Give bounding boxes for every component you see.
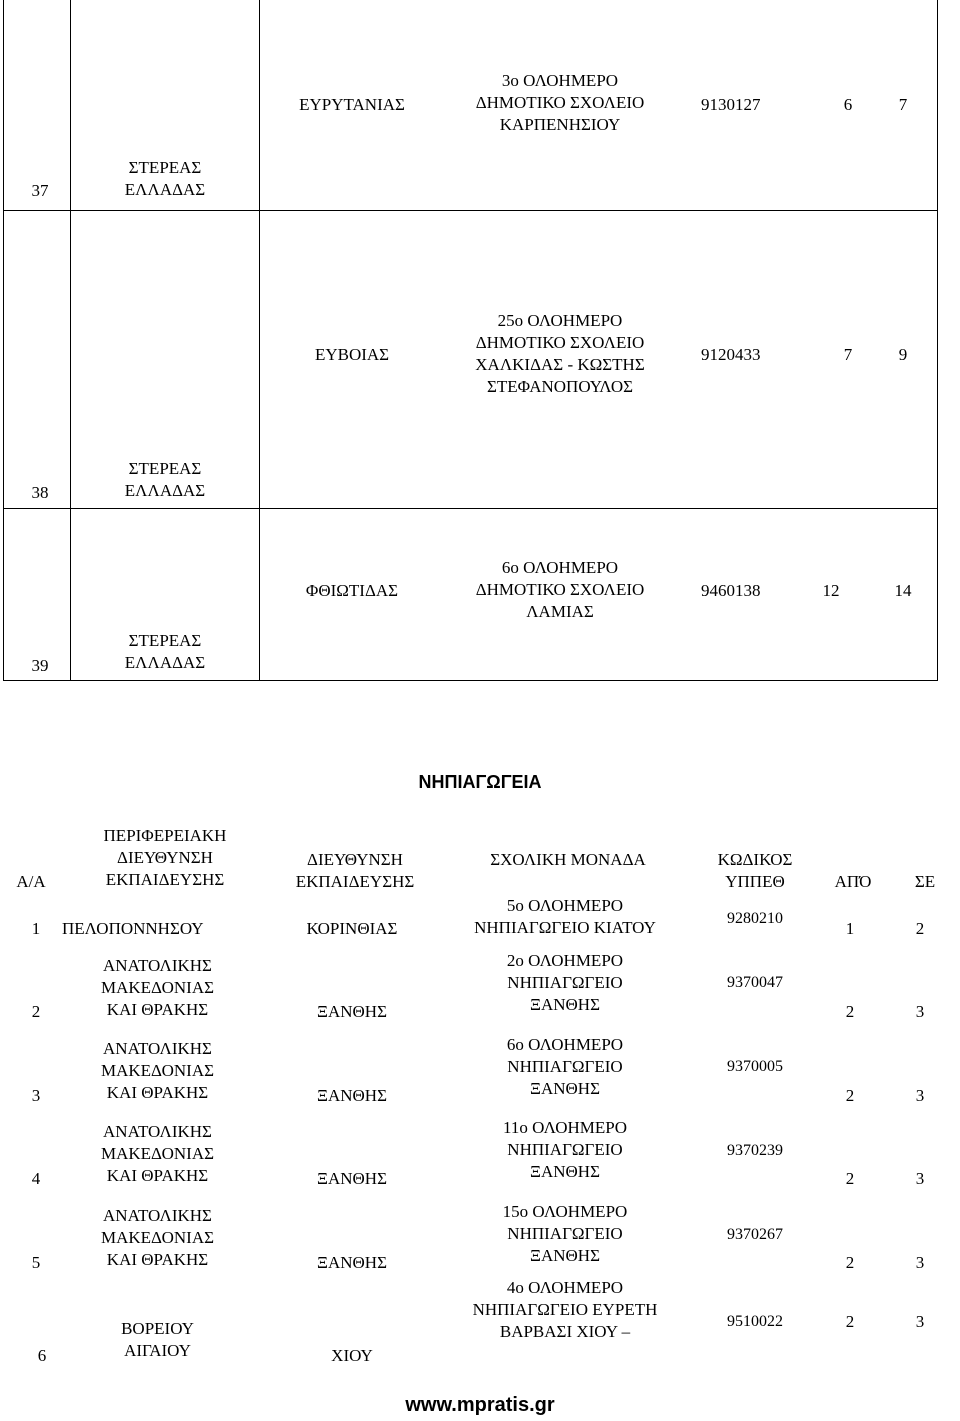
school-line: ΞΑΝΘΗΣ bbox=[530, 1246, 600, 1265]
se-cell: 3 bbox=[915, 1169, 925, 1188]
dieuthinsi-cell: ΕΥΒΟΙΑΣ bbox=[314, 345, 390, 364]
periferia-cell bbox=[72, 630, 258, 674]
table-divider bbox=[70, 0, 71, 681]
header-dieuthinsi bbox=[265, 849, 445, 893]
dieuthinsi-cell: ΚΟΡΙΝΘΙΑΣ bbox=[306, 919, 398, 938]
header-apo: ΑΠΌ bbox=[834, 872, 872, 891]
row-number: 2 bbox=[31, 1002, 41, 1021]
school-cell bbox=[440, 950, 690, 1016]
apo-cell: 2 bbox=[845, 1312, 855, 1331]
apo-cell: 7 bbox=[843, 345, 853, 364]
periferia-line: ΑΙΓΑΙΟΥ bbox=[124, 1341, 191, 1360]
table-border-right bbox=[937, 0, 938, 681]
row-number: 38 bbox=[31, 483, 49, 502]
se-cell: 3 bbox=[915, 1002, 925, 1021]
school-line: ΞΑΝΘΗΣ bbox=[530, 1079, 600, 1098]
periferia-cell bbox=[70, 1038, 245, 1104]
periferia-line: ΕΛΛΑΔΑΣ bbox=[124, 180, 206, 199]
periferia-line: ΚΑΙ ΘΡΑΚΗΣ bbox=[106, 1166, 209, 1185]
apo-cell: 12 bbox=[822, 581, 840, 600]
school-line: 15ο ΟΛΟΗΜΕΡΟ bbox=[502, 1202, 628, 1221]
header-se: ΣΕ bbox=[914, 872, 936, 891]
school-line: 25ο ΟΛΟΗΜΕΡΟ bbox=[497, 311, 623, 330]
school-line: ΝΗΠΙΑΓΩΓΕΙΟ bbox=[507, 973, 623, 992]
school-line: ΝΗΠΙΑΓΩΓΕΙΟ ΚΙΑΤΟΥ bbox=[474, 918, 656, 937]
periferia-cell bbox=[72, 157, 258, 201]
school-line: 5ο ΟΛΟΗΜΕΡΟ bbox=[506, 896, 624, 915]
periferia-line: ΚΑΙ ΘΡΑΚΗΣ bbox=[106, 1000, 209, 1019]
school-line: ΝΗΠΙΑΓΩΓΕΙΟ bbox=[507, 1057, 623, 1076]
periferia-line: ΕΛΛΑΔΑΣ bbox=[124, 653, 206, 672]
apo-cell: 2 bbox=[845, 1002, 855, 1021]
code-cell: 9120433 bbox=[701, 345, 761, 364]
periferia-line: ΜΑΚΕΔΟΝΙΑΣ bbox=[100, 1144, 215, 1163]
row-number: 3 bbox=[31, 1086, 41, 1105]
school-line: 11ο ΟΛΟΗΜΕΡΟ bbox=[503, 1118, 627, 1137]
school-line: 2ο ΟΛΟΗΜΕΡΟ bbox=[506, 951, 624, 970]
code-cell: 9370005 bbox=[727, 1058, 783, 1075]
school-line: ΚΑΡΠΕΝΗΣΙΟΥ bbox=[499, 115, 621, 134]
school-line: ΧΑΛΚΙΔΑΣ - ΚΩΣΤΗΣ bbox=[475, 355, 645, 374]
header-line: ΥΠΠΕΘ bbox=[725, 872, 785, 891]
school-line: 4ο ΟΛΟΗΜΕΡΟ bbox=[506, 1278, 624, 1297]
header-periferia bbox=[70, 825, 260, 891]
row-number: 6 bbox=[37, 1346, 47, 1365]
table-border-left bbox=[3, 0, 4, 681]
section-title: ΝΗΠΙΑΓΩΓΕΙΑ bbox=[418, 772, 542, 792]
school-line: ΔΗΜΟΤΙΚΟ ΣΧΟΛΕΙΟ bbox=[475, 333, 645, 352]
school-cell bbox=[440, 1117, 690, 1183]
row-number: 4 bbox=[31, 1169, 41, 1188]
header-school: ΣΧΟΛΙΚΗ ΜΟΝΑΔΑ bbox=[490, 850, 646, 869]
school-line: ΞΑΝΘΗΣ bbox=[530, 995, 600, 1014]
se-cell: 3 bbox=[915, 1312, 925, 1331]
school-line: ΔΗΜΟΤΙΚΟ ΣΧΟΛΕΙΟ bbox=[475, 580, 645, 599]
periferia-cell bbox=[72, 458, 258, 502]
se-cell: 2 bbox=[915, 919, 925, 938]
se-cell: 7 bbox=[898, 95, 908, 114]
school-line: ΞΑΝΘΗΣ bbox=[530, 1162, 600, 1181]
school-cell bbox=[440, 557, 680, 623]
periferia-cell bbox=[70, 955, 245, 1021]
periferia-cell bbox=[70, 1205, 245, 1271]
school-cell bbox=[440, 1277, 690, 1343]
dieuthinsi-cell: ΞΑΝΘΗΣ bbox=[317, 1002, 387, 1021]
periferia-line: ΣΤΕΡΕΑΣ bbox=[128, 459, 202, 478]
apo-cell: 2 bbox=[845, 1086, 855, 1105]
apo-cell: 2 bbox=[845, 1169, 855, 1188]
table-divider bbox=[259, 0, 260, 681]
school-line: ΝΗΠΙΑΓΩΓΕΙΟ ΕΥΡΕΤΗ bbox=[472, 1300, 658, 1319]
periferia-line: ΑΝΑΤΟΛΙΚΗΣ bbox=[103, 1206, 212, 1225]
row-separator bbox=[3, 680, 938, 681]
periferia-line: ΕΛΛΑΔΑΣ bbox=[124, 481, 206, 500]
school-cell bbox=[440, 1201, 690, 1267]
school-cell bbox=[440, 1034, 690, 1100]
se-cell: 3 bbox=[915, 1086, 925, 1105]
apo-cell: 2 bbox=[845, 1253, 855, 1272]
se-cell: 14 bbox=[894, 581, 912, 600]
periferia-line: ΜΑΚΕΔΟΝΙΑΣ bbox=[100, 1228, 215, 1247]
periferia-line: ΣΤΕΡΕΑΣ bbox=[128, 158, 202, 177]
row-number: 37 bbox=[31, 181, 49, 200]
header-aa: Α/Α bbox=[16, 872, 46, 891]
school-line: ΝΗΠΙΑΓΩΓΕΙΟ bbox=[507, 1224, 623, 1243]
dieuthinsi-cell: ΧΙΟΥ bbox=[331, 1346, 373, 1365]
periferia-line: ΜΑΚΕΔΟΝΙΑΣ bbox=[100, 1061, 215, 1080]
header-line: ΚΩΔΙΚΟΣ bbox=[717, 850, 793, 869]
row-number: 1 bbox=[31, 919, 41, 938]
row-number: 39 bbox=[31, 656, 49, 675]
school-cell bbox=[440, 310, 680, 398]
school-line: ΛΑΜΙΑΣ bbox=[526, 602, 594, 621]
dieuthinsi-cell: ΕΥΡΥΤΑΝΙΑΣ bbox=[299, 95, 405, 114]
dieuthinsi-cell: ΞΑΝΘΗΣ bbox=[317, 1253, 387, 1272]
header-code bbox=[700, 849, 810, 893]
school-line: 3ο ΟΛΟΗΜΕΡΟ bbox=[501, 71, 619, 90]
header-line: ΠΕΡΙΦΕΡΕΙΑΚΗ bbox=[103, 826, 227, 845]
school-line: 6ο ΟΛΟΗΜΕΡΟ bbox=[501, 558, 619, 577]
header-line: ΔΙΕΥΘΥΝΣΗ bbox=[307, 850, 403, 869]
se-cell: 9 bbox=[898, 345, 908, 364]
dieuthinsi-cell: ΞΑΝΘΗΣ bbox=[317, 1169, 387, 1188]
footer-website: www.mpratis.gr bbox=[405, 1394, 555, 1416]
header-line: ΕΚΠΑΙΔΕΥΣΗΣ bbox=[295, 872, 415, 891]
school-line: ΔΗΜΟΤΙΚΟ ΣΧΟΛΕΙΟ bbox=[475, 93, 645, 112]
periferia-cell bbox=[70, 1121, 245, 1187]
dieuthinsi-cell: ΞΑΝΘΗΣ bbox=[317, 1086, 387, 1105]
periferia-line: ΒΟΡΕΙΟΥ bbox=[121, 1319, 194, 1338]
dieuthinsi-cell: ΦΘΙΩΤΙΔΑΣ bbox=[305, 581, 399, 600]
periferia-line: ΚΑΙ ΘΡΑΚΗΣ bbox=[106, 1250, 209, 1269]
code-cell: 9370047 bbox=[727, 974, 783, 991]
code-cell: 9130127 bbox=[701, 95, 761, 114]
periferia-line: ΚΑΙ ΘΡΑΚΗΣ bbox=[106, 1083, 209, 1102]
periferia-line: ΑΝΑΤΟΛΙΚΗΣ bbox=[103, 1039, 212, 1058]
periferia-line: ΜΑΚΕΔΟΝΙΑΣ bbox=[100, 978, 215, 997]
school-cell bbox=[440, 70, 680, 136]
periferia-cell: ΠΕΛΟΠΟΝΝΗΣΟΥ bbox=[62, 919, 204, 938]
school-cell bbox=[440, 895, 690, 939]
periferia-line: ΣΤΕΡΕΑΣ bbox=[128, 631, 202, 650]
code-cell: 9370239 bbox=[727, 1142, 783, 1159]
code-cell: 9510022 bbox=[727, 1313, 783, 1330]
row-separator bbox=[3, 508, 938, 509]
code-cell: 9370267 bbox=[727, 1226, 783, 1243]
header-line: ΔΙΕΥΘΥΝΣΗ bbox=[117, 848, 213, 867]
apo-cell: 6 bbox=[843, 95, 853, 114]
school-line: ΣΤΕΦΑΝΟΠΟΥΛΟΣ bbox=[486, 377, 634, 396]
periferia-line: ΑΝΑΤΟΛΙΚΗΣ bbox=[103, 956, 212, 975]
apo-cell: 1 bbox=[845, 919, 855, 938]
school-line: ΒΑΡΒΑΣΙ ΧΙΟΥ – bbox=[499, 1322, 631, 1341]
periferia-line: ΑΝΑΤΟΛΙΚΗΣ bbox=[103, 1122, 212, 1141]
school-line: ΝΗΠΙΑΓΩΓΕΙΟ bbox=[507, 1140, 623, 1159]
header-line: ΕΚΠΑΙΔΕΥΣΗΣ bbox=[105, 870, 225, 889]
periferia-cell bbox=[70, 1318, 245, 1362]
row-separator bbox=[3, 210, 938, 211]
row-number: 5 bbox=[31, 1253, 41, 1272]
code-cell: 9280210 bbox=[727, 910, 783, 927]
se-cell: 3 bbox=[915, 1253, 925, 1272]
school-line: 6ο ΟΛΟΗΜΕΡΟ bbox=[506, 1035, 624, 1054]
code-cell: 9460138 bbox=[701, 581, 761, 600]
